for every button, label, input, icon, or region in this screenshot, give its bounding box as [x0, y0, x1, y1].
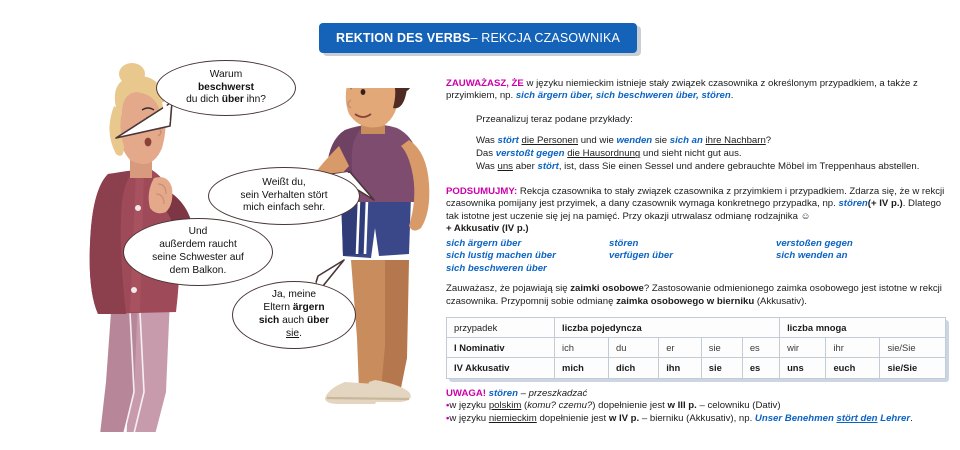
ex3-u1: uns: [497, 161, 513, 173]
notice-verb-2: sich beschweren über: [595, 90, 697, 102]
page-title: [319, 23, 637, 53]
notice-lead: ZAUWAŻASZ, ŻE: [446, 78, 524, 89]
ex1-v3: sich an: [669, 135, 703, 147]
ex2-u1: die Hausordnung: [567, 148, 641, 160]
header-plural: liczba mnoga: [780, 318, 946, 338]
nom-cell-ihr: ihr: [826, 338, 880, 358]
uwaga1-b: (: [521, 400, 528, 412]
bubble-ja-meine-line4-end: .: [299, 327, 302, 339]
examples-block: [446, 114, 954, 174]
uwaga1-i: komu? czemu?: [527, 400, 593, 412]
verb-col1-row2: sich lustig machen über: [446, 250, 556, 262]
ex1-u2: ihre Nachbarn: [705, 135, 766, 147]
uwaga-bullet-line-1: [446, 400, 954, 412]
akk-cell-sie: sie: [701, 358, 742, 378]
example-line-2: [476, 148, 954, 160]
nom-cell-ich: ich: [555, 338, 609, 358]
pronoun-intro-paragraph: [446, 283, 954, 308]
pron-a: Zauważasz, że pojawiają się: [446, 283, 571, 295]
akk-cell-euch: euch: [826, 358, 880, 378]
uwaga2-de2: Lehrer: [877, 412, 911, 424]
bubble-ja-meine-line2b: ärgern: [292, 302, 325, 314]
verb-col3-row3: [776, 263, 954, 275]
notice-tail: .: [730, 90, 734, 102]
akk-cell-uns: uns: [780, 358, 826, 378]
examples-heading: Przeanalizuj teraz podane przykłady:: [476, 113, 633, 125]
verb-list-grid: [446, 238, 954, 275]
ex3-p1: Was: [476, 161, 498, 173]
bubble-ja-meine-line1: Ja, meine: [271, 289, 317, 301]
ex1-u1: die Personen: [521, 135, 579, 147]
page-title-bold: REKTION DES VERBS: [336, 31, 471, 45]
summary-verb: stören: [838, 198, 868, 210]
nom-cell-wir: wir: [780, 338, 826, 358]
ex2-p1: Das: [476, 148, 496, 160]
akkusativ-heading: + Akkusativ (IV p.): [446, 223, 529, 235]
uwaga1-c: ) dopełnienie jest: [592, 400, 668, 412]
bubble-weisst-du-line2: sein Verhalten stört: [240, 189, 328, 201]
notice-sep-1: ,: [590, 90, 596, 102]
bubble-warum-tail: [114, 100, 174, 140]
table-row-nominativ: [447, 338, 946, 358]
bubble-ja-meine-line2a: Eltern: [263, 302, 293, 314]
uwaga-title: UWAGA!: [446, 387, 486, 399]
bubble-ja-meine-line3b: auch: [279, 315, 308, 326]
uwaga2-u: niemieckim: [488, 412, 537, 424]
table-header-row: [447, 318, 946, 338]
ex1-v1: stört: [497, 135, 519, 147]
header-case-label: przypadek: [447, 318, 555, 338]
verb-col3-row1: verstoßen gegen: [776, 237, 853, 249]
lesson-content-column: [446, 78, 954, 425]
ex3-p3: , ist, dass Sie einen Sessel und andere gebrauchte Möbel im Treppenhaus abstellen.: [558, 161, 920, 173]
uwaga2-c: – bierniku (Akkusativ), np.: [639, 412, 755, 424]
nom-cell-sie: sie: [701, 338, 742, 358]
uwaga2-de-underlined: stört den: [836, 412, 878, 424]
bubble-ausserdem: [123, 218, 273, 286]
bubble-ausserdem-line3: seine Schwester auf: [152, 252, 244, 263]
ex2-v1: verstoßt gegen: [495, 148, 565, 160]
uwaga-block: [446, 388, 954, 425]
ex3-p2: aber: [512, 161, 538, 173]
uwaga-gloss: – przeszkadzać: [517, 387, 588, 399]
uwaga-heading: [446, 388, 954, 400]
uwaga1-d: – celowniku (Dativ): [696, 400, 781, 412]
bullet-icon-1: •: [446, 400, 450, 412]
bubble-ja-meine-line3c: über: [307, 315, 330, 326]
akk-cell-ihn: ihn: [659, 358, 702, 378]
summary-paragraph: [446, 186, 954, 223]
akk-cell-mich: mich: [555, 358, 609, 378]
table-row-akkusativ: [447, 358, 946, 378]
akk-cell-sie-Sie: sie/Sie: [880, 358, 946, 378]
akk-cell-dich: dich: [609, 358, 659, 378]
bubble-ja-meine-line4: sie: [286, 327, 300, 339]
bubble-warum: [156, 60, 296, 116]
uwaga2-d: .: [910, 412, 913, 424]
bubble-ja-meine: [232, 281, 356, 349]
bubble-warum-line1: Warum: [209, 68, 243, 80]
bubble-warum-line3a: du dich: [186, 94, 222, 106]
nom-cell-sie-Sie: sie/Sie: [880, 338, 946, 358]
uwaga2-de1: Unser Benehmen: [754, 412, 837, 424]
ex2-p3: und sieht nicht gut aus.: [640, 148, 742, 160]
bubble-ausserdem-line1: Und: [188, 226, 208, 238]
uwaga1-bold: w III p.: [667, 400, 697, 412]
uwaga2-bold: w IV p.: [608, 412, 640, 424]
ex1-p4: sie: [652, 135, 670, 147]
notice-verb-3: stören: [701, 90, 731, 102]
pron-d: (Akkusativ).: [754, 295, 807, 307]
bubble-warum-line3b: über: [221, 94, 244, 106]
uwaga2-b: dopełnienie jest: [536, 412, 609, 424]
nom-cell-er: er: [659, 338, 702, 358]
notice-sep-2: ,: [696, 90, 702, 102]
bubble-weisst-du: [208, 167, 360, 225]
ex1-p3: und wie: [578, 135, 617, 147]
bubble-warum-line2: beschwerst: [197, 81, 255, 93]
bubble-ausserdem-line2: außerdem raucht: [159, 239, 237, 251]
bubble-warum-line3c: ihn?: [243, 94, 266, 106]
pron-b1: zaimki osobowe: [570, 283, 644, 295]
row-label-akkusativ: IV Akkusativ: [447, 358, 555, 378]
pron-c: ? Zastosowanie odmienionego zaimka osobowego jest istotne w rekcji czasownika. Przypomnij sobie odmianę: [446, 283, 942, 307]
verb-col2-row1: stören: [609, 237, 639, 249]
ex1-v2: wenden: [616, 135, 653, 147]
summary-bold-paren: (+ IV p.): [867, 198, 903, 210]
uwaga-bullet-line-2: [446, 413, 954, 425]
verb-col1-row1: sich ärgern über: [446, 237, 522, 249]
summary-text-b: . Dlatego tak istotne jest uczenie się jej na pamięć. Przy okazji utrwalasz odmianę rodzajnika: [446, 198, 942, 222]
uwaga-verb: stören: [488, 387, 518, 399]
example-line-3: [476, 161, 954, 173]
bubble-ausserdem-line4: dem Balkon.: [169, 264, 227, 276]
notice-text-a: w języku niemieckim istnieje stały związek czasownika z określonym przypadkiem, a także z przyimkiem, np.: [446, 78, 918, 102]
notice-verb-1: sich ärgern über: [515, 90, 591, 102]
ex3-v1: stört: [537, 161, 559, 173]
notice-paragraph: [446, 78, 954, 103]
uwaga2-a: w języku: [449, 412, 489, 424]
nom-cell-du: du: [609, 338, 659, 358]
bubble-ja-meine-line3a: sich: [258, 315, 280, 326]
verb-col1-row3: sich beschweren über: [446, 262, 547, 274]
bubble-weisst-du-line3: mich einfach sehr.: [242, 202, 326, 214]
smiley-icon: ☺: [800, 210, 811, 222]
verb-col2-row3: [609, 263, 776, 275]
example-line-1: [476, 135, 954, 147]
pronoun-declension-table: [446, 317, 946, 379]
table-wrapper: [446, 317, 946, 379]
ex1-p6: ?: [765, 135, 772, 147]
header-singular: liczba pojedyncza: [555, 318, 780, 338]
bubble-weisst-du-line1: Weißt du,: [262, 176, 306, 188]
uwaga1-a: w języku: [449, 400, 489, 412]
pron-b2: zaimka osobowego w bierniku: [616, 295, 755, 307]
summary-lead: PODSUMUJMY:: [446, 185, 518, 197]
ex1-p1: Was: [476, 135, 498, 147]
nom-cell-es: es: [742, 338, 779, 358]
akk-cell-es: es: [742, 358, 779, 378]
row-label-nominativ: I Nominativ: [447, 338, 555, 358]
verb-col3-row2: sich wenden an: [776, 250, 848, 262]
summary-text-a: Rekcja czasownika to stały związek czasownika z przyimkiem i przypadkiem. Zdarza się, że w rekcji czasownika pomijany jest przyimek, a dany czasownik wymaga konkretnego przypadka, np.: [446, 185, 945, 210]
bullet-icon-2: •: [446, 412, 450, 424]
page-title-normal: – REKCJA CZASOWNIKA: [470, 31, 620, 45]
uwaga1-u: polskim: [488, 400, 522, 412]
verb-col2-row2: verfügen über: [609, 250, 673, 262]
